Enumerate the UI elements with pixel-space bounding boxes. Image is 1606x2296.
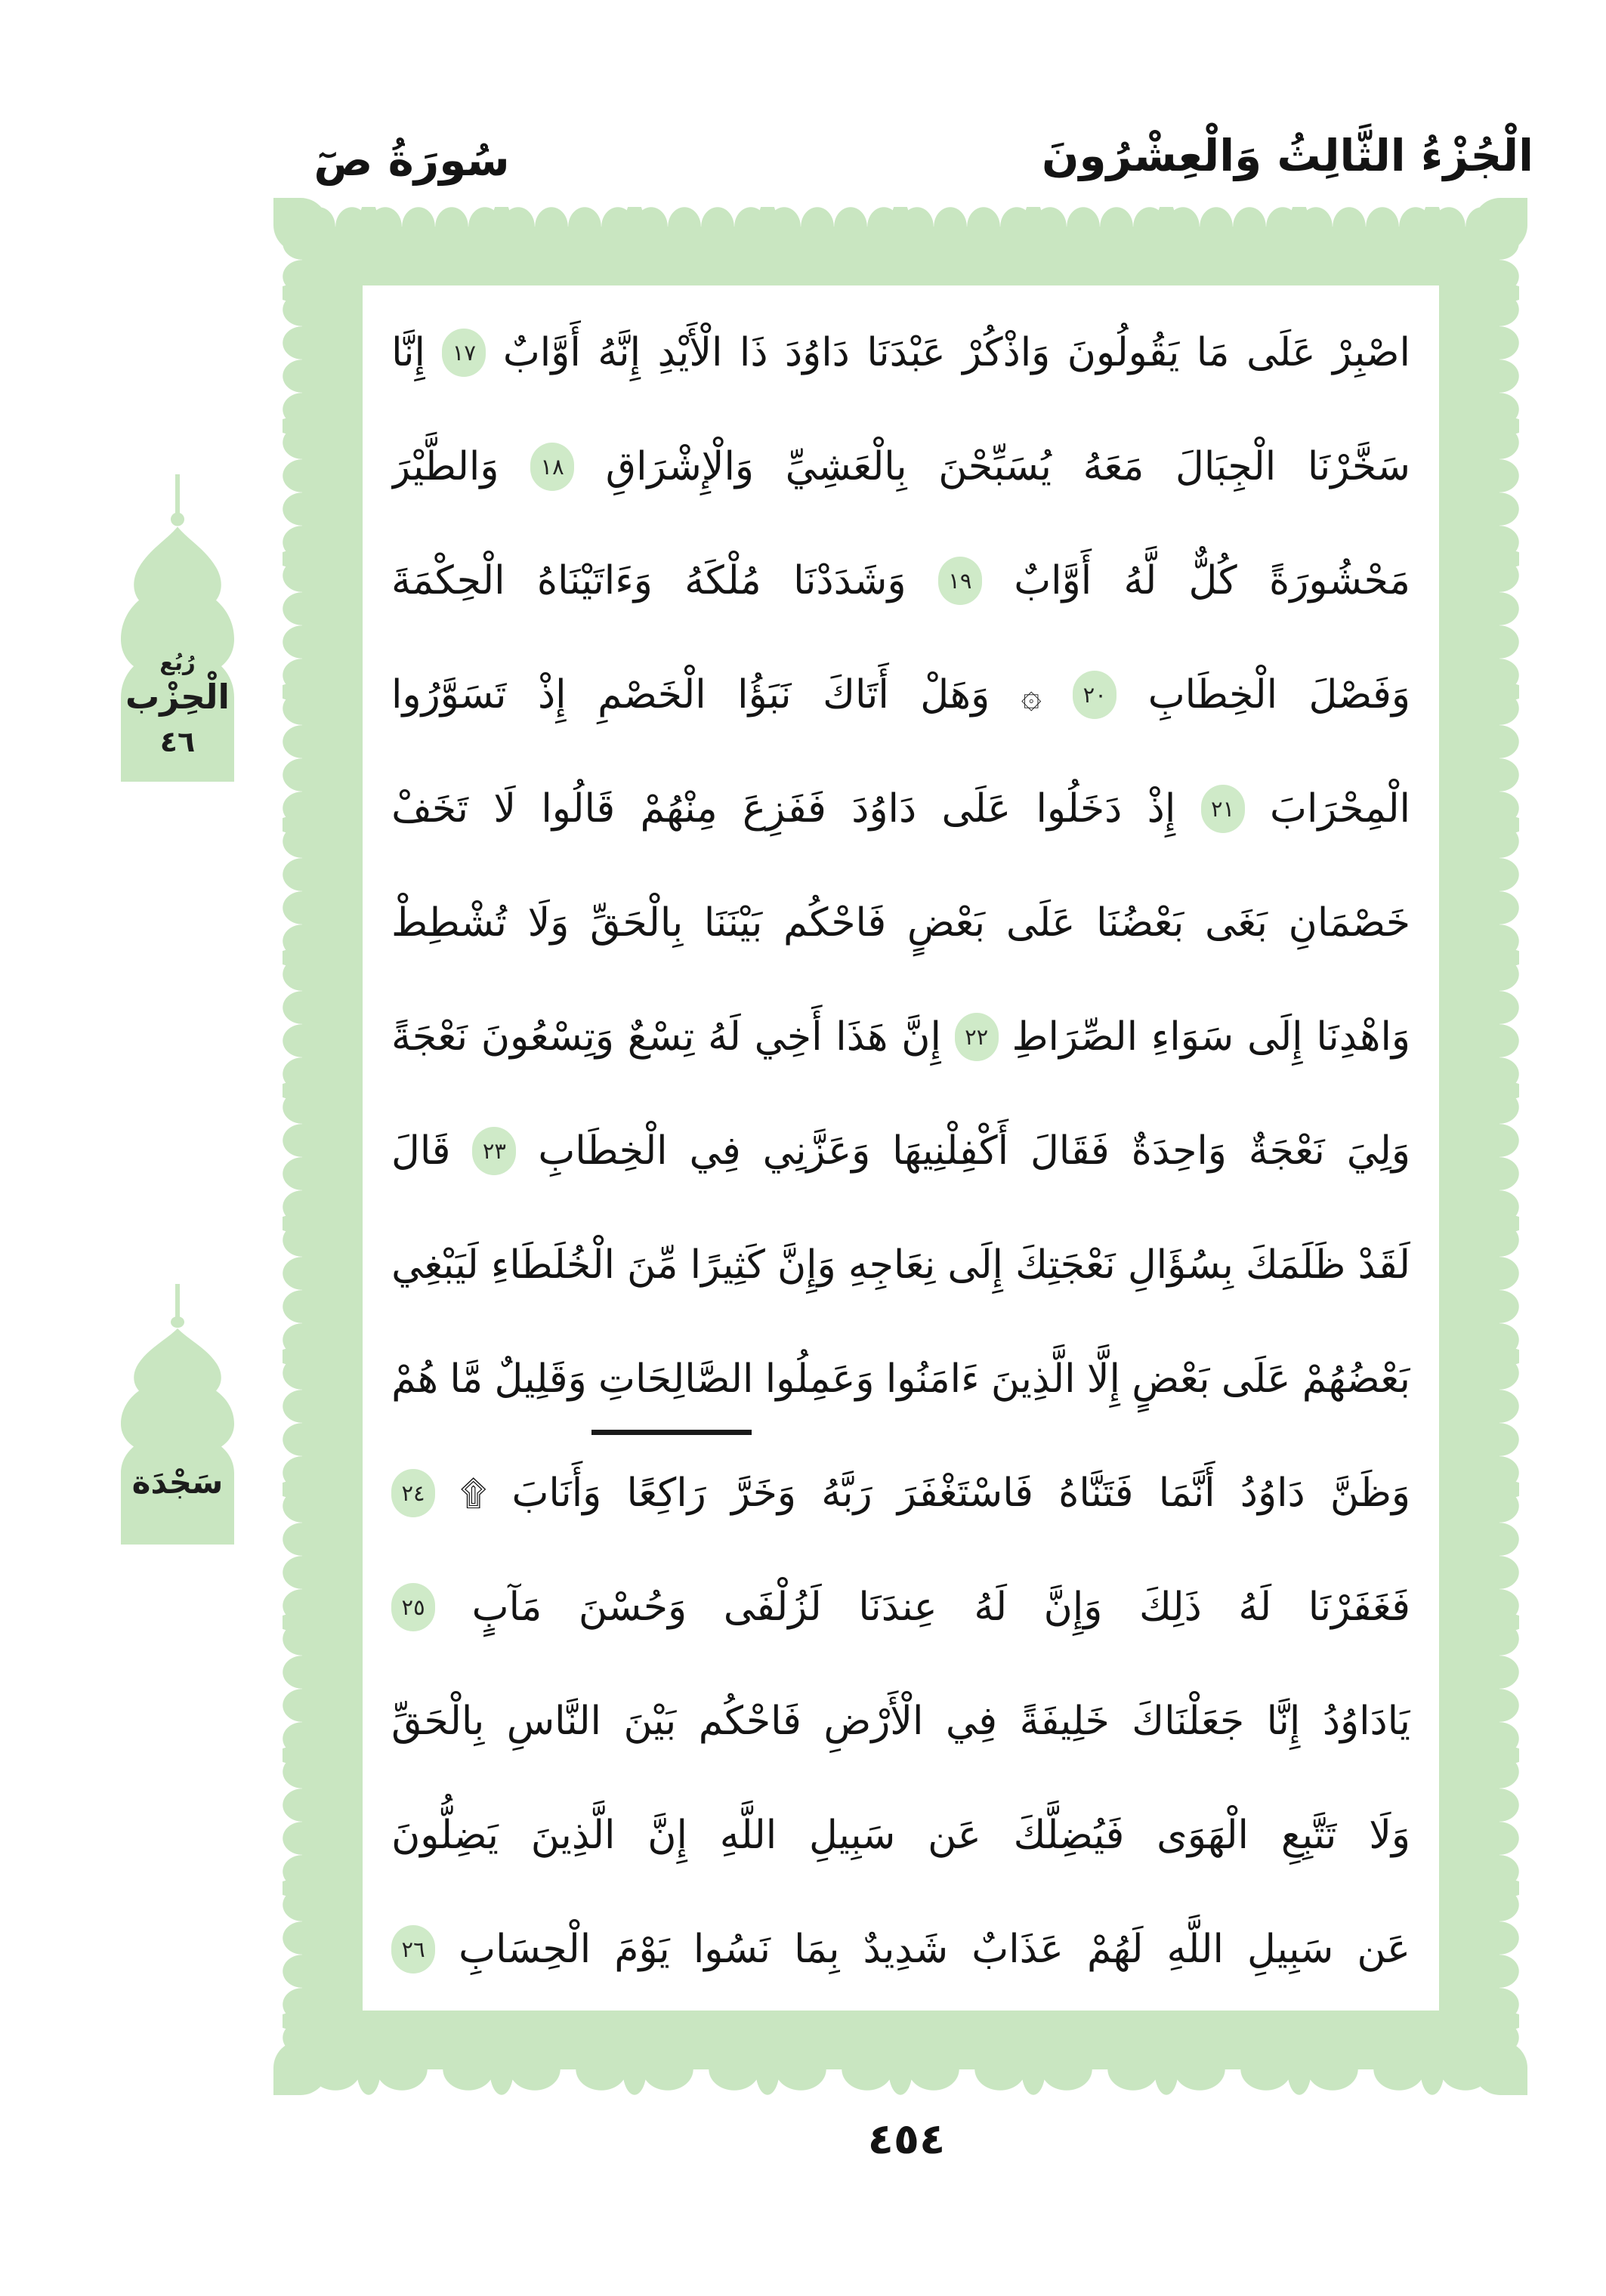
quran-word: بَعْضٍ <box>906 900 986 946</box>
quran-word: قَالُوا <box>541 785 616 832</box>
quran-line <box>391 1436 1410 1550</box>
quran-word: الصَّالِحَاتِ <box>598 1356 754 1402</box>
quran-line <box>391 1892 1410 2006</box>
quran-word: عِندَنَا <box>858 1584 937 1630</box>
frame-band-right <box>1439 227 1499 2069</box>
quran-word: الْخِطَابِ <box>1147 671 1278 718</box>
frame-corner-ornament <box>1473 2041 1527 2095</box>
quran-word: سَبِيلِ <box>1246 1926 1334 1972</box>
quran-word: الْأَرْضِ <box>823 1698 924 1744</box>
quran-line <box>391 1664 1410 1778</box>
quran-word: يَضِلُّونَ <box>391 1812 499 1858</box>
verse-number-rosette: ٢٠ <box>1073 671 1116 719</box>
quran-word: مَّا <box>449 1356 483 1402</box>
quran-word: أَكْفِلْنِيهَا <box>892 1128 1009 1174</box>
quran-word: فَفَزِعَ <box>743 785 826 832</box>
frame-scallop-top <box>302 207 1499 227</box>
quran-word: وَحُسْنَ <box>578 1584 687 1630</box>
quran-line <box>391 295 1410 409</box>
quran-word: الْخَصْمِ <box>598 671 706 718</box>
quran-word: فَيُضِلَّكَ <box>1013 1812 1125 1858</box>
quran-word: إِنَّ <box>901 1014 941 1060</box>
quran-word: جَعَلْنَاكَ <box>1132 1698 1245 1744</box>
quran-word: لَزُلْفَى <box>723 1584 822 1630</box>
quran-word: إِنَّهُ <box>598 329 641 375</box>
frame-band-left <box>302 227 363 2069</box>
quran-word: رَبَّهُ <box>821 1470 872 1516</box>
quran-word: مَا <box>1196 329 1230 375</box>
quran-line <box>391 1778 1410 1892</box>
quran-word: وَءَاتَيْنَاهُ <box>536 557 653 603</box>
quran-word: لَقَدْ <box>1357 1242 1410 1288</box>
quran-word: بَيْنَ <box>623 1698 677 1744</box>
quran-word: مِّنَ <box>627 1242 678 1288</box>
quran-line <box>391 637 1410 751</box>
quran-word: وَإِنَّ <box>777 1242 836 1288</box>
quran-word: لَيَبْغِي <box>391 1242 479 1288</box>
quran-word: كُلٌّ <box>1188 557 1237 603</box>
quran-word: وَإِنَّ <box>1043 1584 1103 1630</box>
quran-word: بِالْعَشِيِّ <box>785 443 907 489</box>
quran-word: فَاحْكُم <box>698 1698 801 1744</box>
quran-word: لَّهُ <box>1123 557 1157 603</box>
quran-word: الَّذِينَ <box>530 1812 616 1858</box>
quran-word: وَعَمِلُوا <box>764 1356 875 1402</box>
quran-word: وَلَا <box>1369 1812 1410 1858</box>
quran-word: الْأَيْدِ <box>657 329 723 375</box>
quran-word: رَاكِعًا <box>626 1470 706 1516</box>
verse-number-rosette: ٢٣ <box>472 1127 516 1175</box>
quran-word: يُسَبِّحْنَ <box>938 443 1052 489</box>
sajdah-symbol: ۩ <box>460 1472 487 1514</box>
quran-word: فَاسْتَغْفَرَ <box>897 1470 1033 1516</box>
quran-word: وَلِيَ <box>1346 1128 1410 1174</box>
quran-word: وَعَزَّنِي <box>762 1128 871 1174</box>
quran-word: بِسُؤَالِ <box>1127 1242 1234 1288</box>
quran-word: اصْبِرْ <box>1333 329 1410 375</box>
frame-scallop-bottom <box>302 2069 1499 2095</box>
quran-word: تَتَّبِعِ <box>1280 1812 1337 1858</box>
quran-word: نِعَاجِهِ <box>848 1242 936 1288</box>
quran-word: إِلَّا <box>1086 1356 1120 1402</box>
quran-word: دَاوُدَ <box>784 329 850 375</box>
quran-line <box>391 1550 1410 1664</box>
quran-word: وَالْإِشْرَاقِ <box>605 443 755 489</box>
quran-word: وَأَنَابَ <box>511 1470 602 1516</box>
quran-word: ذَا <box>739 329 768 375</box>
verse-number-rosette: ١٨ <box>530 443 574 491</box>
quran-word: اللَّهِ <box>719 1812 777 1858</box>
verse-number-rosette: ٢٢ <box>955 1013 999 1061</box>
quran-word: سَبِيلِ <box>808 1812 896 1858</box>
quran-word: بِالْحَقِّ <box>391 1698 485 1744</box>
quran-word: هَذَا <box>835 1014 888 1060</box>
quran-word: فَتَنَّاهُ <box>1058 1470 1134 1516</box>
quran-word: يَادَاوُدُ <box>1322 1698 1410 1744</box>
quran-word: عَذَابٌ <box>971 1926 1064 1972</box>
hizb-label: الْحِزْب <box>125 677 230 717</box>
quran-word: بِالْحَقِّ <box>590 900 684 946</box>
quran-word: إِنَّ <box>647 1812 687 1858</box>
quran-word: الَّذِينَ <box>990 1356 1076 1402</box>
quran-word: وَفَصْلَ <box>1308 671 1410 718</box>
quran-word: تِسْعٌ <box>627 1014 695 1060</box>
quran-word: عَلَى <box>941 785 1011 832</box>
quran-word: إِنَّا <box>391 329 425 375</box>
verse-number-rosette: ٢٥ <box>391 1583 435 1631</box>
quran-word: نَبَؤُا <box>737 671 792 718</box>
frame-band-bottom <box>302 2011 1499 2069</box>
quran-word: شَدِيدٌ <box>863 1926 949 1972</box>
quran-word: لَهُ <box>974 1584 1008 1630</box>
quran-word: عَن <box>1357 1926 1410 1972</box>
quran-word: سَوَاءِ <box>1150 1014 1234 1060</box>
quran-word: الْمِحْرَابَ <box>1269 785 1410 832</box>
frame-scallop-right <box>1499 227 1519 2069</box>
quran-word: نَسُوا <box>693 1926 771 1972</box>
quran-word: لَهُ <box>708 1014 741 1060</box>
quran-word: نَعْجَةٌ <box>1248 1128 1325 1174</box>
quran-line <box>391 980 1410 1094</box>
quran-word: تُشْطِطْ <box>391 900 507 946</box>
quran-word: مُلْكَهُ <box>684 557 761 603</box>
quran-word: ظَلَمَكَ <box>1245 1242 1346 1288</box>
quran-word: الْخِطَابِ <box>538 1128 668 1174</box>
quran-word: الْحِسَابِ <box>459 1926 591 1972</box>
quran-word: مَعَهُ <box>1083 443 1144 489</box>
quran-word: الْهَوَى <box>1157 1812 1249 1858</box>
quran-word: وَخَرَّ <box>731 1470 796 1516</box>
quran-word: فِي <box>945 1698 998 1744</box>
quran-word: وَاذْكُرْ <box>962 329 1051 375</box>
quran-word: عَبْدَنَا <box>866 329 946 375</box>
quran-word: بِمَا <box>794 1926 840 1972</box>
quran-word: نَعْجَةً <box>391 1014 468 1060</box>
quran-word: الْجِبَالَ <box>1175 443 1277 489</box>
quran-word: لَهُ <box>1238 1584 1272 1630</box>
verse-number-rosette: ١٩ <box>938 557 982 605</box>
quran-word: الْحِكْمَةَ <box>391 557 505 603</box>
quran-word: اللَّهِ <box>1166 1926 1224 1972</box>
quran-word: مَآبٍ <box>471 1584 542 1630</box>
dome-shape-icon <box>106 1284 249 1545</box>
verse-number-rosette: ٢٤ <box>391 1469 435 1517</box>
quran-word: فَاحْكُم <box>783 900 887 946</box>
quran-word: ءَامَنُوا <box>885 1356 980 1402</box>
quran-word: وَشَدَدْنَا <box>793 557 906 603</box>
frame-scallop-left <box>283 227 302 2069</box>
quran-word: دَاوُدُ <box>1240 1470 1305 1516</box>
quran-word: لَهُمْ <box>1087 1926 1144 1972</box>
hizb-quarter-label: رُبُع <box>159 650 196 675</box>
frame-corner-ornament <box>273 2041 328 2095</box>
quran-word: بَعْضٍ <box>1132 1356 1210 1402</box>
quran-word: قَالَ <box>391 1128 451 1174</box>
frame-corner-ornament <box>1473 198 1527 252</box>
surah-title: سُورَةُ صٓ <box>313 134 510 186</box>
verse-number-rosette: ١٧ <box>442 329 486 377</box>
quran-word: الصِّرَاطِ <box>1011 1014 1138 1060</box>
quran-word: وَلَا <box>527 900 570 946</box>
quran-word: أَتَاكَ <box>823 671 889 718</box>
quran-word: النَّاسِ <box>506 1698 601 1744</box>
quran-word: وَهَلْ <box>920 671 990 718</box>
quran-word: بَغَى <box>1205 900 1268 946</box>
quran-word: إِلَى <box>1246 1014 1303 1060</box>
quran-word: أَنَّمَا <box>1158 1470 1215 1516</box>
quran-word: خَصْمَانِ <box>1288 900 1410 946</box>
quran-word: دَخَلُوا <box>1036 785 1123 832</box>
quran-word: عَلَى <box>1246 329 1316 375</box>
hizb-quarter-marker <box>106 474 249 782</box>
frame-band-top <box>302 227 1499 285</box>
quran-word: عَن <box>928 1812 981 1858</box>
quran-word: وَظَنَّ <box>1330 1470 1410 1516</box>
quran-word: ذَلِكَ <box>1138 1584 1202 1630</box>
quran-word: إِذْ <box>1147 785 1176 832</box>
sajdah-overline <box>591 1430 752 1435</box>
quran-word: أَوَّابٌ <box>502 329 581 375</box>
sajdah-label: سَجْدَة <box>131 1464 224 1501</box>
frame-corner-ornament <box>273 198 328 252</box>
quran-word: خَلِيفَةً <box>1019 1698 1110 1744</box>
rub-el-hizb-symbol: ۞ <box>1021 674 1042 715</box>
quran-word: بَيْنَنَا <box>703 900 763 946</box>
quran-word: بَعْضُنَا <box>1096 900 1184 946</box>
quran-word: وَالطَّيْرَ <box>391 443 499 489</box>
quran-word: الْخُلَطَاءِ <box>490 1242 615 1288</box>
quran-word: فَغَفَرْنَا <box>1308 1584 1410 1630</box>
juz-title: الْجُزْءُ الثَّالِثُ وَالْعِشْرُونَ <box>1042 130 1533 181</box>
quran-word: بَعْضُهُمْ <box>1302 1356 1410 1402</box>
quran-line <box>391 409 1410 523</box>
quran-word: وَتِسْعُونَ <box>480 1014 614 1060</box>
quran-word: يَقُولُونَ <box>1067 329 1180 375</box>
quran-word: دَاوُدَ <box>851 785 917 832</box>
quran-line <box>391 523 1410 637</box>
quran-word: تَسَوَّرُوا <box>391 671 507 718</box>
verse-number-rosette: ٢٦ <box>391 1925 435 1974</box>
quran-text-block <box>363 285 1439 2011</box>
quran-word: تَخَفْ <box>391 785 468 832</box>
quran-word: سَخَّرْنَا <box>1307 443 1410 489</box>
quran-word: وَقَلِيلٌ <box>494 1356 587 1402</box>
quran-word: وَاهْدِنَا <box>1316 1014 1410 1060</box>
quran-word: أَوَّابٌ <box>1014 557 1092 603</box>
quran-word: عَلَى <box>1005 900 1076 946</box>
hizb-number: ٤٦ <box>159 725 196 758</box>
quran-word: كَثِيرًا <box>690 1242 765 1288</box>
quran-line <box>391 1094 1410 1208</box>
quran-word: إِذْ <box>537 671 567 718</box>
quran-word: لَا <box>493 785 516 832</box>
quran-line <box>391 1208 1410 1322</box>
quran-line <box>391 866 1410 980</box>
verse-number-rosette: ٢١ <box>1201 785 1245 833</box>
quran-word: إِلَى <box>947 1242 1004 1288</box>
quran-word: مَحْشُورَةً <box>1268 557 1410 603</box>
quran-word: إِنَّا <box>1266 1698 1301 1744</box>
sajdah-marker <box>106 1284 249 1545</box>
quran-line <box>391 751 1410 866</box>
quran-word: نَعْجَتِكَ <box>1015 1242 1116 1288</box>
quran-word: فِي <box>689 1128 741 1174</box>
quran-word: وَاحِدَةٌ <box>1131 1128 1227 1174</box>
quran-word: هُمْ <box>391 1356 439 1402</box>
quran-word: أَخِي <box>754 1014 823 1060</box>
quran-word: فَقَالَ <box>1030 1128 1110 1174</box>
quran-line <box>391 1322 1410 1436</box>
quran-word: يَوْمَ <box>614 1926 670 1972</box>
quran-word: مِنْهُمْ <box>640 785 718 832</box>
quran-word: عَلَى <box>1221 1356 1291 1402</box>
page-number: ٤٥٤ <box>867 2115 946 2164</box>
